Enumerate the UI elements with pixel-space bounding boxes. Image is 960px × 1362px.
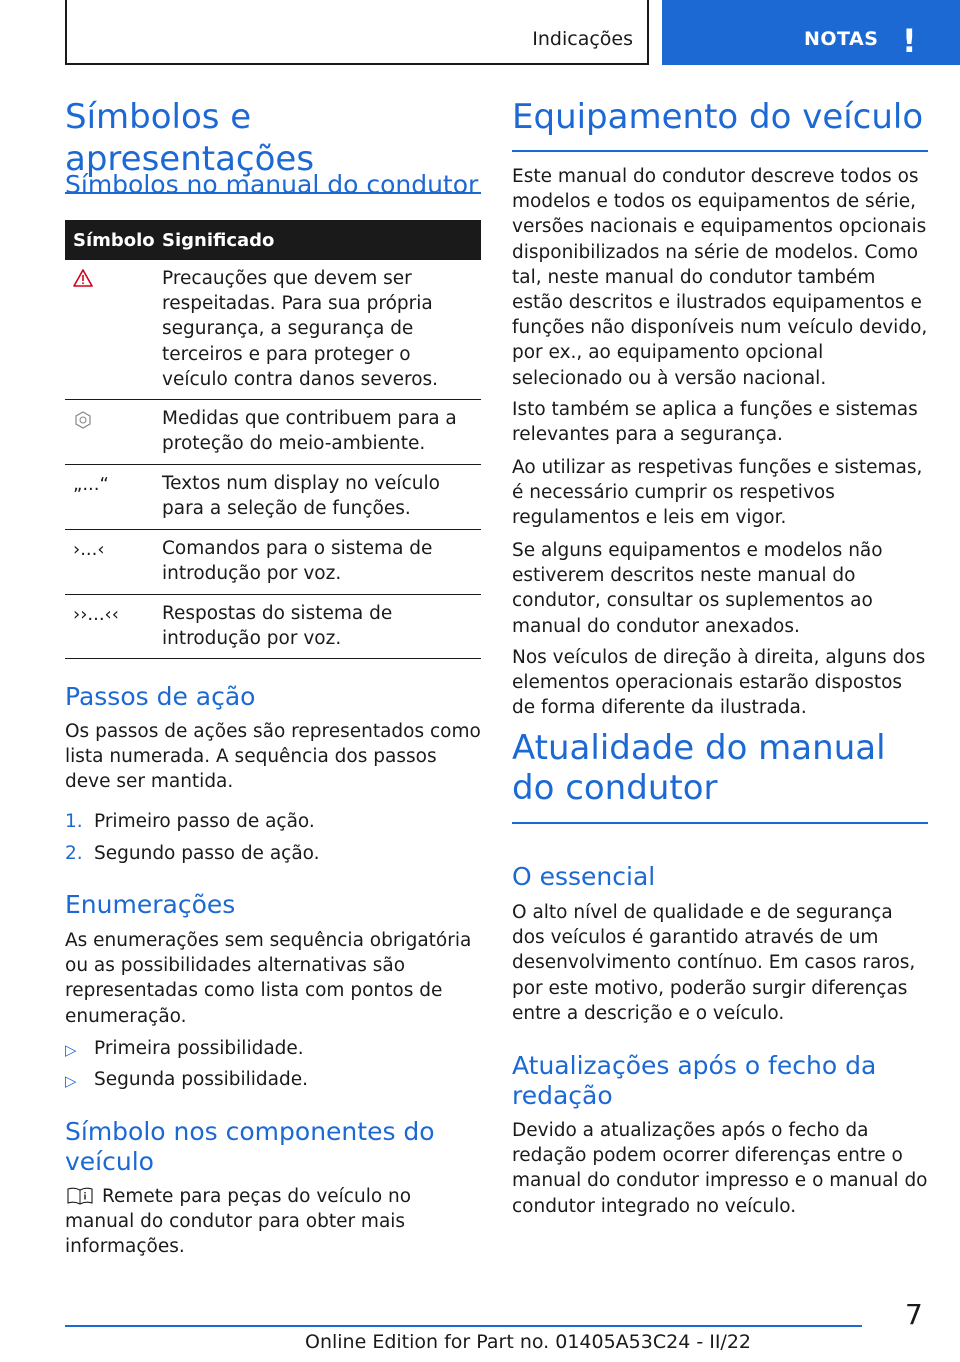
table-row: [65, 400, 481, 465]
header-notes-tab[interactable]: [662, 0, 960, 65]
header-section-box: [65, 0, 649, 65]
heading-manual-actuality: Atualidade do manual do condutor: [512, 728, 928, 824]
header-section-title: Indicações: [532, 28, 633, 50]
triangle-bullet-icon: ▷: [65, 1041, 77, 1059]
row-meaning: Comandos para o sistema de introdução por voz.: [162, 538, 433, 585]
environment-icon: [73, 410, 93, 435]
triangle-bullet-icon: ▷: [65, 1072, 77, 1090]
enum-text: Primeira possibilidade.: [94, 1038, 304, 1059]
symbols-table-header: [65, 220, 481, 260]
header-notes-label: NOTAS: [804, 28, 879, 50]
heading-vehicle-equipment: Equipamento do veículo: [512, 96, 928, 152]
equipment-paragraph: Este manual do condutor descreve todos os modelos e todos os equipamentos de série, versões nacionais e equipamentos opcionais disponibilizados na série de modelos. Como tal, neste manual do condutor também estão descritos e ilustrados equipamentos e funções não disponíveis num veículo devido, por ex., ao equipamento opcional selecionado ou à versão nacional.: [512, 166, 928, 389]
row-meaning: Respostas do sistema de introdução por voz.: [162, 603, 393, 650]
equipment-paragraph: Nos veículos de direção à direita, alguns dos elementos operacionais estarão dispostos de forma diferente da ilustrada.: [512, 647, 926, 719]
equipment-paragraph: Isto também se aplica a funções e sistemas relevantes para a segurança.: [512, 399, 918, 446]
row-symbol: „...“: [73, 474, 109, 495]
heading-updates: Atualizações após o fecho da redação: [512, 1051, 877, 1110]
row-symbol: ›...‹: [73, 539, 105, 560]
heading-enumerations: Enumerações: [65, 890, 236, 919]
table-row: [65, 595, 481, 659]
column-header-meaning: Significado: [162, 230, 275, 251]
page-number: 7: [905, 1298, 923, 1331]
heading-action-steps: Passos de ação: [65, 682, 256, 711]
equipment-paragraph: Se alguns equipamentos e modelos não estiverem descritos neste manual do condutor, consultar os suplementos ao manual do condutor anexados.: [512, 540, 883, 637]
row-meaning: Textos num display no veículo para a seleção de funções.: [162, 473, 440, 520]
step-number: 1.: [65, 811, 83, 832]
exclamation-icon: !: [902, 22, 917, 60]
updates-text: Devido a atualizações após o fecho da redação podem ocorrer diferenças entre o manual do condutor impresso e o manual do condutor integrado no veículo.: [512, 1120, 928, 1217]
heading-symbols-presentations: Símbolos e apresentações: [65, 96, 481, 194]
column-header-symbol: Símbolo: [73, 230, 155, 251]
row-meaning: Precauções que devem ser respeitadas. Para sua própria segurança, a segurança de terceiros e para proteger o veículo contra danos severos.: [162, 268, 439, 390]
table-row: [65, 465, 481, 530]
enum-text: Segunda possibilidade.: [94, 1069, 309, 1090]
enumerations-text: As enumerações sem sequência obrigatória ou as possibilidades alternativas são representadas como lista com pontos de enumeração.: [65, 930, 472, 1027]
row-meaning: Medidas que contribuem para a proteção do meio-ambiente.: [162, 408, 457, 455]
step-number: 2.: [65, 843, 83, 864]
table-row: [65, 260, 481, 400]
vehicle-components-text: Remete para peças do veículo no manual do condutor para obter mais informações.: [65, 1186, 412, 1258]
essential-text: O alto nível de qualidade e de segurança dos veículos é garantido através de um desenvolvimento contínuo. Em casos raros, por este motivo, poderão surgir diferenças entre a descrição e o veículo.: [512, 902, 916, 1024]
heading-vehicle-components: Símbolo nos componentes do veículo: [65, 1117, 435, 1176]
footer-divider: [65, 1325, 862, 1327]
row-symbol: ››...‹‹: [73, 604, 119, 625]
step-text: Primeiro passo de ação.: [94, 811, 315, 832]
footer-edition-text: Online Edition for Part no. 01405A53C24 - II/22: [305, 1331, 752, 1353]
heading-essential: O essencial: [512, 862, 656, 891]
table-row: [65, 530, 481, 595]
warning-triangle-icon: [73, 269, 93, 292]
step-text: Segundo passo de ação.: [94, 843, 320, 864]
action-steps-text: Os passos de ações são representados como lista numerada. A sequência dos passos deve ser mantida.: [65, 721, 481, 793]
equipment-paragraph: Ao utilizar as respetivas funções e sistemas, é necessário cumprir os respetivos regulamentos e leis em vigor.: [512, 457, 923, 529]
heading-symbols-manual: Símbolos no manual do condutor: [65, 170, 479, 199]
